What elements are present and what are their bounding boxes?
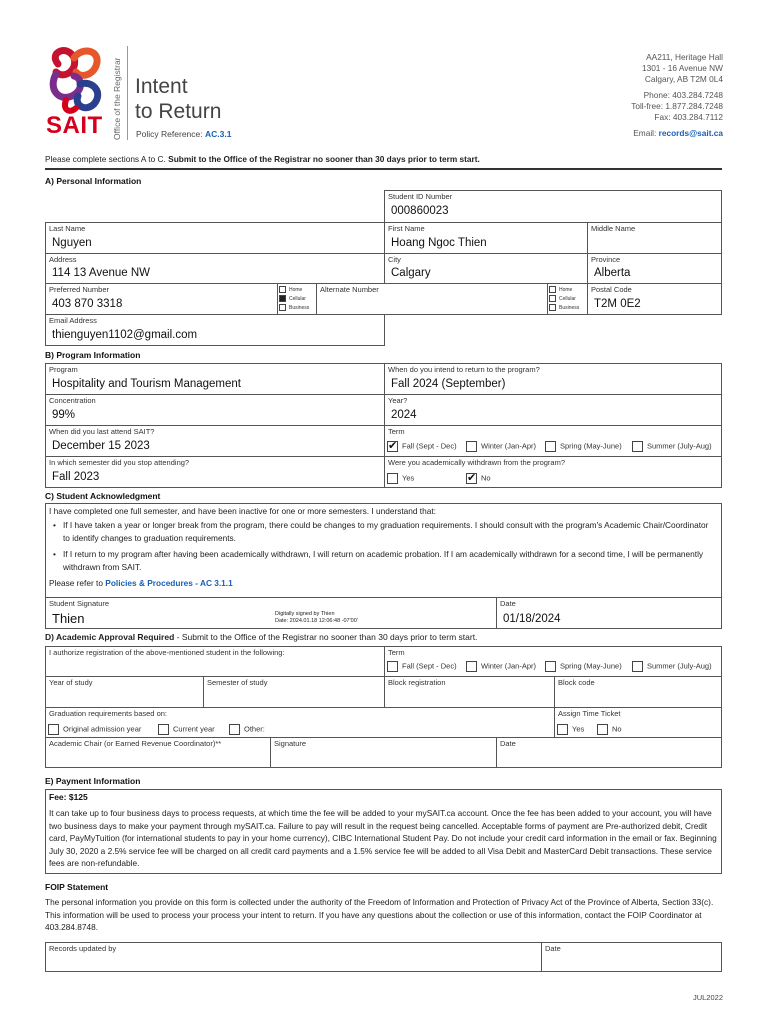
approval-term-winter-option[interactable]	[466, 661, 536, 672]
pref-business-label: Business	[289, 305, 310, 311]
academic-chair-label: Academic Chair (or Earned Revenue Coordinator)**	[49, 739, 222, 748]
pref-cell-label: Cellular	[289, 296, 306, 302]
assign-time-ticket-label: Assign Time Ticket	[558, 709, 621, 718]
acknowledgment-intro: I have completed one full semester, and have been inactive for one or more semesters. I understand that:	[49, 506, 436, 516]
province-label: Province	[591, 255, 621, 264]
first-name-field[interactable]	[384, 222, 588, 254]
stop-attending-value: Fall 2023	[52, 471, 100, 483]
last-name-value: Nguyen	[52, 237, 92, 249]
office-email-link[interactable]: records@sait.ca	[658, 128, 723, 139]
grad-current-checkbox[interactable]	[158, 724, 169, 735]
ticket-no-option[interactable]	[597, 724, 622, 735]
province-value: Alberta	[594, 267, 631, 279]
section-d-title-rest: - Submit to the Office of the Registrar no sooner than 30 days prior to term start.	[174, 632, 478, 642]
office-email-row	[631, 128, 723, 139]
alternate-number-label: Alternate Number	[320, 285, 379, 294]
alt-business-checkbox[interactable]	[549, 304, 556, 311]
alt-home-label: Home	[559, 287, 573, 293]
program-value: Hospitality and Tourism Management	[52, 378, 241, 390]
preferred-number-field[interactable]	[45, 283, 278, 315]
policy-link[interactable]: AC.3.1	[205, 129, 232, 139]
term-label: Term	[388, 427, 405, 436]
graduation-requirements-field	[45, 707, 555, 738]
approval-term-summer-checkbox[interactable]	[632, 661, 643, 672]
policy-refer-text: Please refer to	[49, 578, 103, 588]
city-value: Calgary	[391, 267, 431, 279]
policy-refer	[49, 577, 719, 590]
concentration-label: Concentration	[49, 396, 96, 405]
records-updated-label: Records updated by	[49, 944, 117, 953]
grad-original-label: Original admission year	[63, 724, 142, 734]
ticket-yes-checkbox[interactable]	[557, 724, 568, 735]
approval-term-field	[384, 646, 722, 677]
term-summer-checkbox[interactable]	[632, 441, 643, 452]
preferred-type-group	[277, 283, 317, 315]
year-label: Year?	[388, 396, 408, 405]
chair-signature-label: Signature	[274, 739, 307, 748]
withdrawn-yes-checkbox[interactable]	[387, 473, 398, 484]
section-d-title-bold: D) Academic Approval Required	[45, 632, 175, 642]
graduation-requirements-label: Graduation requirements based on:	[49, 709, 167, 718]
student-date-value: 01/18/2024	[503, 613, 561, 625]
approval-term-spring-label: Spring (May-June)	[560, 661, 622, 671]
section-e-title: E) Payment Information	[45, 776, 141, 786]
approval-term-winter-label: Winter (Jan-Apr)	[481, 661, 537, 671]
instructions	[45, 154, 480, 164]
return-intent-value: Fall 2024 (September)	[391, 378, 506, 390]
block-code-field[interactable]	[554, 676, 722, 708]
policy-refer-link[interactable]: Policies & Procedures - AC 3.1.1	[105, 578, 233, 588]
student-date-field[interactable]	[496, 597, 722, 629]
policy-reference	[136, 129, 231, 139]
assign-time-ticket-field	[554, 707, 722, 738]
middle-name-field[interactable]	[587, 222, 722, 254]
term-spring-option[interactable]	[545, 441, 622, 452]
alt-home-option[interactable]	[549, 286, 579, 295]
form-title-line2: to Return	[135, 100, 222, 123]
address-line3: Calgary, AB T2M 0L4	[644, 74, 723, 85]
office-phone: Phone: 403.284.7248	[643, 89, 723, 100]
student-signature-field[interactable]	[45, 597, 497, 629]
approval-term-fall-label: Fall (Sept - Dec)	[402, 661, 457, 671]
ticket-yes-option[interactable]	[557, 724, 584, 735]
postal-code-field[interactable]	[587, 283, 722, 315]
address-field[interactable]	[45, 253, 385, 284]
pref-home-checkbox[interactable]	[279, 286, 286, 293]
term-fall-label: Fall (Sept - Dec)	[402, 441, 457, 451]
withdrawn-field	[384, 456, 722, 488]
return-intent-label: When do you intend to return to the program?	[388, 365, 540, 374]
alt-cell-option[interactable]	[549, 295, 579, 304]
return-intent-field[interactable]	[384, 363, 722, 395]
grad-original-option[interactable]	[48, 724, 141, 735]
authorize-label: I authorize registration of the above-mentioned student in the following:	[49, 648, 285, 657]
address-line2: 1301 - 16 Avenue NW	[641, 63, 723, 74]
first-name-label: First Name	[388, 224, 425, 233]
approval-term-winter-checkbox[interactable]	[466, 661, 477, 672]
grad-other-option[interactable]	[229, 724, 265, 735]
approval-term-summer-label: Summer (July-Aug)	[647, 661, 712, 671]
program-label: Program	[49, 365, 78, 374]
grad-original-checkbox[interactable]	[48, 724, 59, 735]
year-field[interactable]	[384, 394, 722, 426]
block-registration-field[interactable]	[384, 676, 555, 708]
foip-title: FOIP Statement	[45, 882, 109, 892]
ticket-yes-label: Yes	[572, 724, 585, 734]
digital-signature-line1: Digitally signed by Thien	[275, 611, 335, 617]
program-field[interactable]	[45, 363, 385, 395]
pref-home-option[interactable]	[279, 286, 309, 295]
header-divider	[127, 46, 128, 140]
preferred-number-label: Preferred Number	[49, 285, 110, 294]
withdrawn-no-option[interactable]	[466, 473, 491, 484]
term-fall-option[interactable]	[387, 441, 457, 452]
office-email-label: Email:	[633, 128, 657, 139]
pref-business-option[interactable]	[279, 304, 309, 313]
instructions-rule	[45, 168, 722, 170]
pref-cell-option[interactable]	[279, 295, 309, 304]
alt-business-option[interactable]	[549, 304, 579, 313]
chair-date-label: Date	[500, 739, 516, 748]
last-name-label: Last Name	[49, 224, 86, 233]
section-b-title: B) Program Information	[45, 350, 141, 360]
approval-term-fall-option[interactable]	[387, 661, 457, 672]
alternate-type-group	[547, 283, 588, 315]
grad-other-label: Other:	[244, 724, 265, 734]
semester-of-study-field[interactable]	[203, 676, 385, 708]
acknowledgment-bullet-2: • If I return to my program after having been academically withdrawn, I will return on academic probation. If I am academically withdrawn for a second time, I will be permanently withdrawn from SAIT.	[53, 548, 717, 573]
digital-signature-stamp	[275, 611, 358, 625]
email-value: thienguyen1102@gmail.com	[52, 329, 198, 341]
last-name-field[interactable]	[45, 222, 385, 254]
grad-current-label: Current year	[173, 724, 215, 734]
records-date-label: Date	[545, 944, 561, 953]
city-field[interactable]	[384, 253, 588, 284]
block-registration-label: Block registration	[388, 678, 446, 687]
payment-box	[45, 789, 722, 874]
office-fax: Fax: 403.284.7112	[654, 112, 723, 123]
ticket-no-label: No	[612, 724, 622, 734]
chair-signature-field[interactable]	[270, 737, 497, 768]
concentration-value: 99%	[52, 409, 76, 421]
term-spring-checkbox[interactable]	[545, 441, 556, 452]
address-line1: AA211, Heritage Hall	[646, 52, 723, 62]
fee-amount: Fee: $125	[49, 792, 88, 802]
logo-text: SAIT	[46, 112, 103, 139]
acknowledgment-bullet-1: • If I have taken a year or longer break from the program, there could be changes to my graduation requirements. I should consult with the program's Academic Chair/Coordinator to identify changes to graduation requirements.	[53, 519, 717, 544]
grad-other-checkbox[interactable]	[229, 724, 240, 735]
last-attend-value: December 15 2023	[52, 440, 150, 452]
last-attend-field[interactable]	[45, 425, 385, 457]
approval-term-spring-option[interactable]	[545, 661, 622, 672]
withdrawn-no-label: No	[481, 473, 491, 483]
approval-term-fall-checkbox[interactable]	[387, 661, 398, 672]
first-name-value: Hoang Ngoc Thien	[391, 237, 487, 249]
office-address	[631, 52, 723, 139]
alt-business-label: Business	[559, 305, 580, 311]
term-spring-label: Spring (May-June)	[560, 441, 622, 451]
policy-label: Policy Reference:	[136, 129, 203, 139]
section-d-title	[45, 632, 477, 642]
acknowledgment-box	[45, 503, 722, 598]
approval-term-summer-option[interactable]	[632, 661, 712, 672]
city-label: City	[388, 255, 401, 264]
approval-term-spring-checkbox[interactable]	[545, 661, 556, 672]
email-field[interactable]	[45, 314, 385, 346]
term-field	[384, 425, 722, 457]
address-value: 114 13 Avenue NW	[52, 267, 151, 279]
ticket-no-checkbox[interactable]	[597, 724, 608, 735]
student-id-value: 000860023	[391, 205, 449, 217]
semester-of-study-label: Semester of study	[207, 678, 268, 687]
foip-text: The personal information you provide on this form is collected under the authority of the Freedom of Information and Protection of Privacy Act of the Province of Alberta, Section 33(c). This information will be used to process your process your intent to return. If you have any questions about the collection or use of this information, contact the FOIP Coordinator at 403.284.8748.	[45, 897, 714, 933]
instructions-bold: Submit to the Office of the Registrar no sooner than 30 days prior to term start.	[168, 154, 480, 164]
academic-chair-field[interactable]	[45, 737, 271, 768]
digital-signature-line2: Date: 2024.01.18 12:06:48 -07'00'	[275, 618, 358, 624]
year-of-study-field[interactable]	[45, 676, 204, 708]
pref-home-label: Home	[289, 287, 303, 293]
stop-attending-field[interactable]	[45, 456, 385, 488]
pref-business-checkbox[interactable]	[279, 304, 286, 311]
term-winter-option[interactable]	[466, 441, 536, 452]
footer-code: JUL2022	[692, 993, 723, 1002]
student-id-label: Student ID Number	[388, 192, 453, 201]
approval-term-label: Term	[388, 648, 405, 657]
term-summer-label: Summer (July-Aug)	[647, 441, 712, 451]
pref-cell-checkbox[interactable]	[279, 295, 286, 302]
alternate-number-field[interactable]	[316, 283, 548, 315]
section-a-title: A) Personal Information	[45, 176, 142, 186]
province-field[interactable]	[587, 253, 722, 284]
student-date-label: Date	[500, 599, 516, 608]
email-label: Email Address	[49, 316, 97, 325]
block-code-label: Block code	[558, 678, 595, 687]
concentration-field[interactable]	[45, 394, 385, 426]
stop-attending-label: In which semester did you stop attending?	[49, 458, 190, 467]
student-signature-label: Student Signature	[49, 599, 110, 608]
registrar-vertical-text: Office of the Registrar	[112, 57, 122, 140]
records-updated-field[interactable]	[45, 942, 542, 972]
withdrawn-label: Were you academically withdrawn from the program?	[388, 458, 566, 467]
grad-current-option[interactable]	[158, 724, 215, 735]
alt-cell-checkbox[interactable]	[549, 295, 556, 302]
student-signature-value: Thien	[52, 611, 85, 626]
payment-text: It can take up to four business days to process requests, at which time the fee will be added to your mySAIT.ca account. Once the fee has been added to your account, you will have two business days to make your payment through mySAIT.ca. Failure to pay will result in the request being cancelled. Acceptable forms of payment are Pre-authorized debit, Credit card, PayMyTuition (for international students to pay in your home currency), CIBC International Student Pay. Do not include your credit card information in the email or fax. Beginning July 30, 2020 a 2.5% service fee will be charged on all credit card payments and a 1.5% service fee will be added to all Visa Debit and MasterCard Debit transactions. These service fees are non-refundable.	[49, 808, 717, 869]
term-winter-label: Winter (Jan-Apr)	[481, 441, 537, 451]
withdrawn-no-checkbox[interactable]	[466, 473, 477, 484]
student-id-field[interactable]	[384, 190, 722, 223]
postal-code-label: Postal Code	[591, 285, 632, 294]
term-winter-checkbox[interactable]	[466, 441, 477, 452]
preferred-number-value: 403 870 3318	[52, 298, 123, 310]
alt-cell-label: Cellular	[559, 296, 576, 302]
records-date-field[interactable]	[541, 942, 722, 972]
chair-date-field[interactable]	[496, 737, 722, 768]
middle-name-label: Middle Name	[591, 224, 636, 233]
instructions-text: Please complete sections A to C.	[45, 154, 166, 164]
office-tollfree: Toll-free: 1.877.284.7248	[631, 100, 723, 111]
authorize-field[interactable]	[45, 646, 385, 677]
withdrawn-yes-option[interactable]	[387, 473, 414, 484]
form-title-line1: Intent	[135, 75, 188, 98]
year-value: 2024	[391, 409, 417, 421]
postal-code-value: T2M 0E2	[594, 298, 641, 310]
term-fall-checkbox[interactable]	[387, 441, 398, 452]
section-c-title: C) Student Acknowledgment	[45, 491, 161, 501]
alt-home-checkbox[interactable]	[549, 286, 556, 293]
year-of-study-label: Year of study	[49, 678, 93, 687]
last-attend-label: When did you last attend SAIT?	[49, 427, 155, 436]
withdrawn-yes-label: Yes	[402, 473, 415, 483]
address-label: Address	[49, 255, 77, 264]
term-summer-option[interactable]	[632, 441, 712, 452]
